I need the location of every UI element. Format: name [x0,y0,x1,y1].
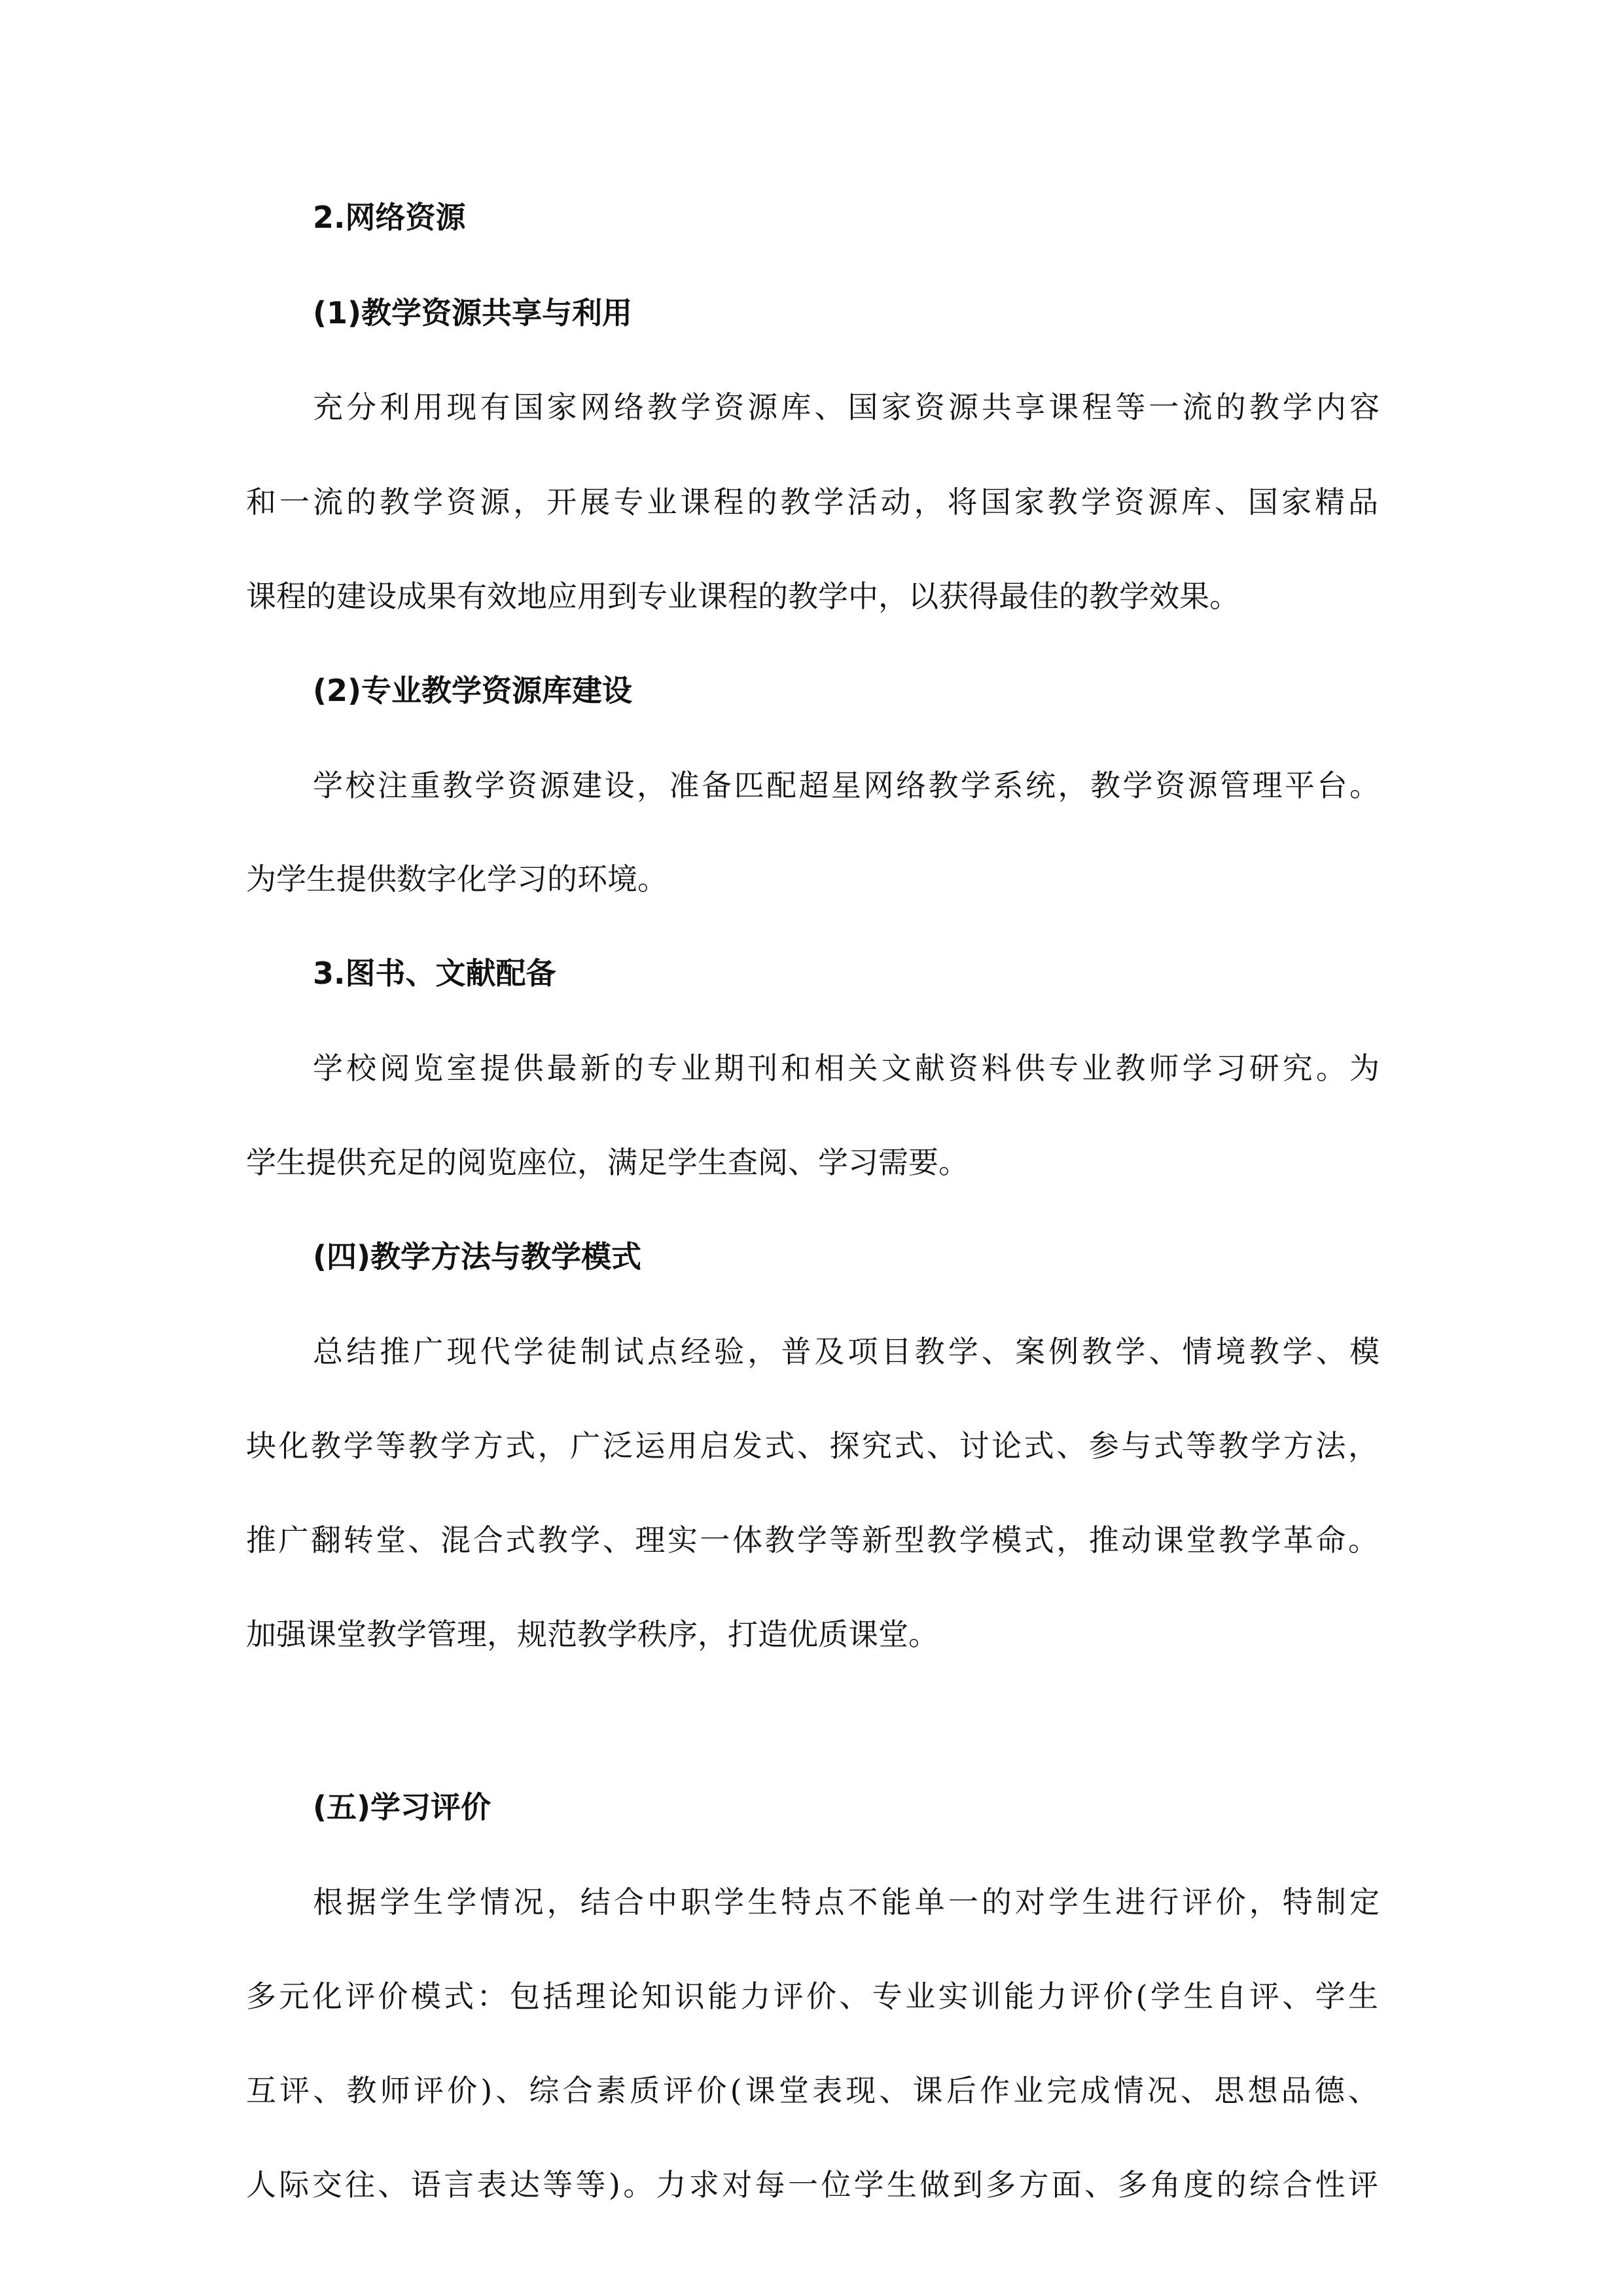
paragraph-line: 为学生提供数字化学习的环境。 [246,861,668,897]
paragraph-line: 充分利用现有国家网络教学资源库、国家资源共享课程等一流的教学内容 [313,389,1380,425]
paragraph-line: 根据学生学情况，结合中职学生特点不能单一的对学生进行评价，特制定 [313,1884,1380,1920]
paragraph-line: 学生提供充足的阅览座位，满足学生查阅、学习需要。 [246,1145,969,1180]
paragraph-line: 人际交往、语言表达等等)。力求对每一位学生做到多方面、多角度的综合性评 [246,2167,1378,2202]
paragraph-line: 和一流的教学资源，开展专业课程的教学活动，将国家教学资源库、国家精品 [246,484,1378,520]
paragraph-line: 学校注重教学资源建设，准备匹配超星网络教学系统，教学资源管理平台。 [313,768,1380,803]
paragraph-line: 课程的建设成果有效地应用到专业课程的教学中，以获得最佳的教学效果。 [246,579,1240,614]
paragraph-line: 推广翻转堂、混合式教学、理实一体教学等新型教学模式，推动课堂教学革命。 [246,1522,1378,1558]
paragraph-line: 块化教学等教学方式，广泛运用启发式、探究式、讨论式、参与式等教学方法， [246,1428,1378,1463]
paragraph-line: 学校阅览室提供最新的专业期刊和相关文献资料供专业教师学习研究。为 [313,1050,1380,1086]
section-heading-learning-evaluation: (五)学习评价 [313,1789,491,1825]
paragraph-line: 总结推广现代学徒制试点经验，普及项目教学、案例教学、情境教学、模 [313,1334,1380,1369]
paragraph-line: 互评、教师评价)、综合素质评价(课堂表现、课后作业完成情况、思想品德、 [246,2073,1378,2108]
section-heading-teaching-methods: (四)教学方法与教学模式 [313,1239,642,1274]
section-heading-network-resources: 2.网络资源 [313,200,466,235]
section-heading-books-literature: 3.图书、文献配备 [313,956,556,991]
subsection-heading-resource-sharing: (1)教学资源共享与利用 [313,295,633,331]
subsection-heading-resource-library: (2)专业教学资源库建设 [313,673,633,708]
paragraph-line: 多元化评价模式：包括理论知识能力评价、专业实训能力评价(学生自评、学生 [246,1979,1378,2014]
paragraph-line: 加强课堂教学管理，规范教学秩序，打造优质课堂。 [246,1617,938,1652]
